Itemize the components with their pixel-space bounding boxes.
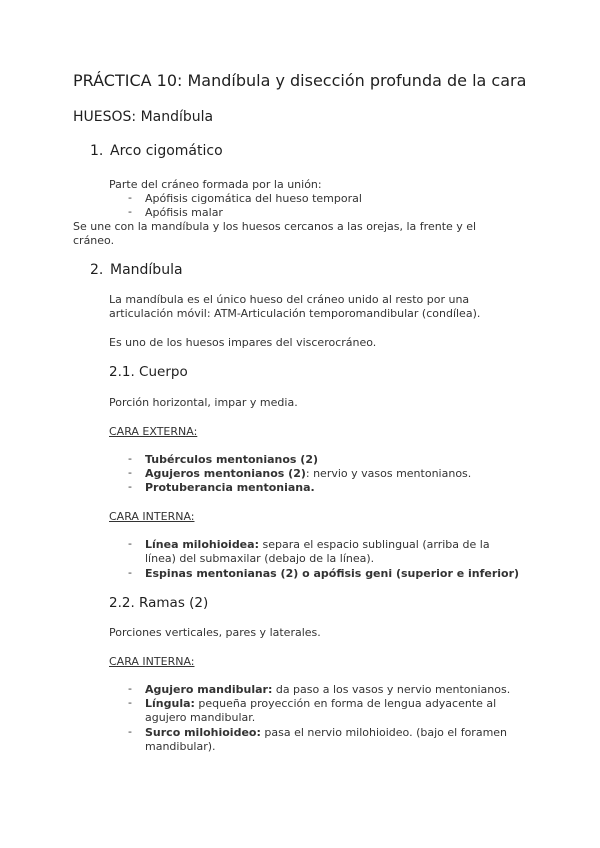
paragraph: Porciones verticales, pares y laterales. [109, 626, 321, 639]
list-item-text: : nervio y vasos mentonianos. [305, 467, 472, 480]
page-title: PRÁCTICA 10: Mandíbula y disección profunda de la cara [73, 71, 527, 90]
paragraph: Es uno de los huesos impares del viscerocráneo. [109, 336, 377, 349]
bullet-dash: - [128, 566, 132, 579]
bullet-dash: - [128, 725, 132, 738]
paragraph: articulación móvil: ATM-Articulación temporomandibular (condílea). [109, 307, 481, 320]
bullet-dash: - [128, 205, 132, 218]
subheading-arco-cigomatico: Arco cigomático [110, 143, 223, 159]
list-item-bold: Língula: [145, 697, 195, 710]
list-item-bold: Tubérculos mentonianos (2) [145, 453, 319, 466]
list-item-bold: Espinas mentonianas (2) o apófisis geni (superior e inferior) [145, 567, 520, 580]
bullet-dash: - [128, 696, 132, 709]
label-cara-externa: CARA EXTERNA: [109, 425, 198, 438]
label-cara-interna: CARA INTERNA: [109, 655, 195, 668]
list-item-text: pasa el nervio milohioideo. (bajo el foramen [260, 726, 508, 739]
bullet-dash: - [128, 682, 132, 695]
list-item: Apófisis cigomática del hueso temporal [145, 192, 362, 205]
section-heading: HUESOS: Mandíbula [73, 109, 214, 125]
subheading-ramas: 2.2. Ramas (2) [109, 595, 209, 611]
list-item: Apófisis malar [145, 206, 223, 219]
list-item [145, 696, 496, 711]
list-item [145, 452, 318, 467]
paragraph: Porción horizontal, impar y media. [109, 396, 298, 409]
list-item-bold: Agujeros mentonianos (2) [145, 467, 306, 480]
list-item-bold: Protuberancia mentoniana. [145, 481, 315, 494]
list-item-text: pequeña proyección en forma de lengua adyacente al [194, 697, 497, 710]
subheading-mandibula: Mandíbula [110, 262, 183, 278]
subheading-cuerpo: 2.1. Cuerpo [109, 364, 188, 380]
paragraph: cráneo. [73, 234, 115, 247]
paragraph: Se une con la mandíbula y los huesos cercanos a las orejas, la frente y el [73, 220, 477, 233]
paragraph: Parte del cráneo formada por la unión: [109, 178, 322, 191]
list-item-continuation: mandibular). [145, 740, 216, 753]
list-item-text: separa el espacio sublingual (arriba de la [258, 538, 490, 551]
list-number: 1. [90, 143, 104, 159]
list-item-continuation: agujero mandibular. [145, 711, 256, 724]
list-item [145, 480, 315, 495]
bullet-dash: - [128, 452, 132, 465]
list-item [145, 725, 507, 740]
list-item [145, 682, 510, 697]
label-cara-interna: CARA INTERNA: [109, 510, 195, 523]
list-item [145, 566, 519, 581]
list-item-text: da paso a los vasos y nervio mentonianos. [272, 683, 511, 696]
list-item-bold: Agujero mandibular: [145, 683, 273, 696]
list-item-bold: Línea milohioidea: [145, 538, 259, 551]
bullet-dash: - [128, 537, 132, 550]
paragraph: La mandíbula es el único hueso del cráneo unido al resto por una [109, 293, 470, 306]
list-item [145, 537, 490, 552]
bullet-dash: - [128, 191, 132, 204]
bullet-dash: - [128, 466, 132, 479]
bullet-dash: - [128, 480, 132, 493]
list-number: 2. [90, 262, 104, 278]
list-item-bold: Surco milohioideo: [145, 726, 261, 739]
list-item [145, 466, 471, 481]
list-item-continuation: línea) del submaxilar (debajo de la línea). [145, 552, 375, 565]
